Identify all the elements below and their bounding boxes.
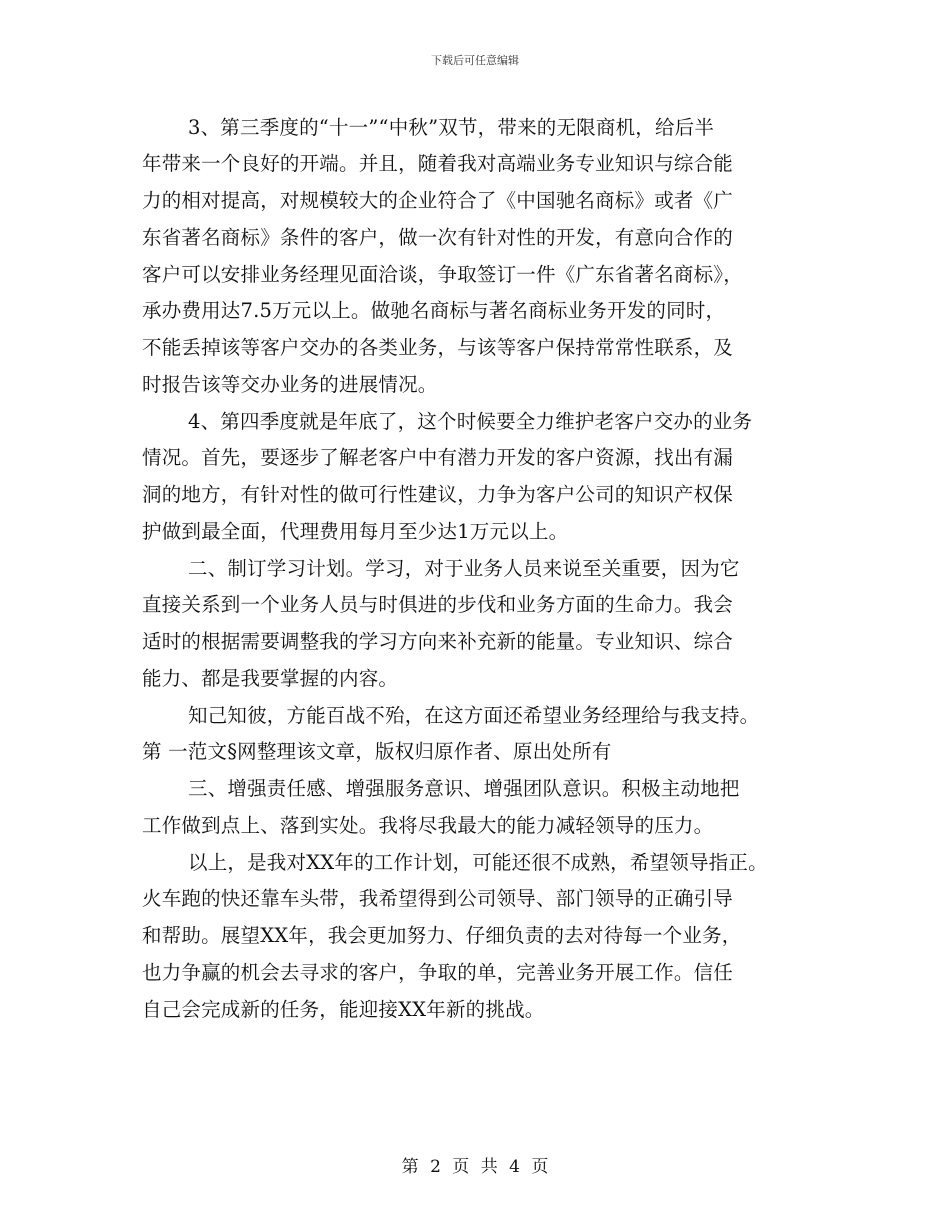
body-line: 三、增强责任感、增强服务意识、增强团队意识。积极主动地把 <box>188 777 740 800</box>
body-line: 3、第三季度的“十一”“中秋”双节，带来的无限商机，给后半 <box>188 116 715 139</box>
body-line: 承办费用达7.5万元以上。做驰名商标与著名商标业务开发的同时， <box>142 299 726 322</box>
body-line: 工作做到点上、落到实处。我将尽我最大的能力减轻领导的压力。 <box>142 814 714 837</box>
body-line: 火车跑的快还靠车头带，我希望得到公司领导、部门领导的正确引导 <box>142 887 734 910</box>
body-line: 直接关系到一个业务人员与时俱进的步伐和业务方面的生命力。我会 <box>142 593 734 616</box>
body-line: 护做到最全面，代理费用每月至少达1万元以上。 <box>142 520 569 543</box>
body-line: 不能丢掉该等客户交办的各类业务，与该等客户保持常常性联系，及 <box>142 336 734 359</box>
body-line: 客户可以安排业务经理见面洽谈，争取签订一件《广东省著名商标》， <box>142 263 743 286</box>
body-line: 洞的地方，有针对性的做可行性建议，力争为客户公司的知识产权保 <box>142 483 734 506</box>
body-line: 年带来一个良好的开端。并且，随着我对高端业务专业知识与综合能 <box>142 152 734 175</box>
body-line: 时报告该等交办业务的进展情况。 <box>142 373 438 396</box>
body-line: 4、第四季度就是年底了，这个时候要全力维护老客户交办的业务 <box>188 410 753 433</box>
body-line: 也力争赢的机会去寻求的客户，争取的单，完善业务开展工作。信任 <box>142 961 734 984</box>
body-line: 情况。首先，要逐步了解老客户中有潜力开发的客户资源，找出有漏 <box>142 446 734 469</box>
body-line: 二、制订学习计划。学习，对于业务人员来说至关重要，因为它 <box>188 557 740 580</box>
body-line: 以上，是我对XX年的工作计划，可能还很不成熟，希望领导指正。 <box>188 851 768 874</box>
body-line: 东省著名商标》条件的客户，做一次有针对性的开发，有意向合作的 <box>142 226 734 249</box>
body-line: 第 一范文§网整理该文章，版权归原作者、原出处所有 <box>142 740 612 763</box>
body-line: 力的相对提高，对规模较大的企业符合了《中国驰名商标》或者《广 <box>142 189 734 212</box>
body-line: 和帮助。展望XX年，我会更加努力、仔细负责的去对待每一个业务， <box>142 924 742 947</box>
page-header: 下载后可任意编辑 <box>431 54 519 67</box>
body-line: 适时的根据需要调整我的学习方向来补充新的能量。专业知识、综合 <box>142 630 734 653</box>
body-line: 自己会完成新的任务，能迎接XX年新的挑战。 <box>142 998 545 1021</box>
body-line: 知己知彼，方能百战不殆，在这方面还希望业务经理给与我支持。 <box>188 704 760 727</box>
body-line: 能力、都是我要掌握的内容。 <box>142 667 399 690</box>
page-number-footer: 第 2 页 共 4 页 <box>401 1157 549 1177</box>
